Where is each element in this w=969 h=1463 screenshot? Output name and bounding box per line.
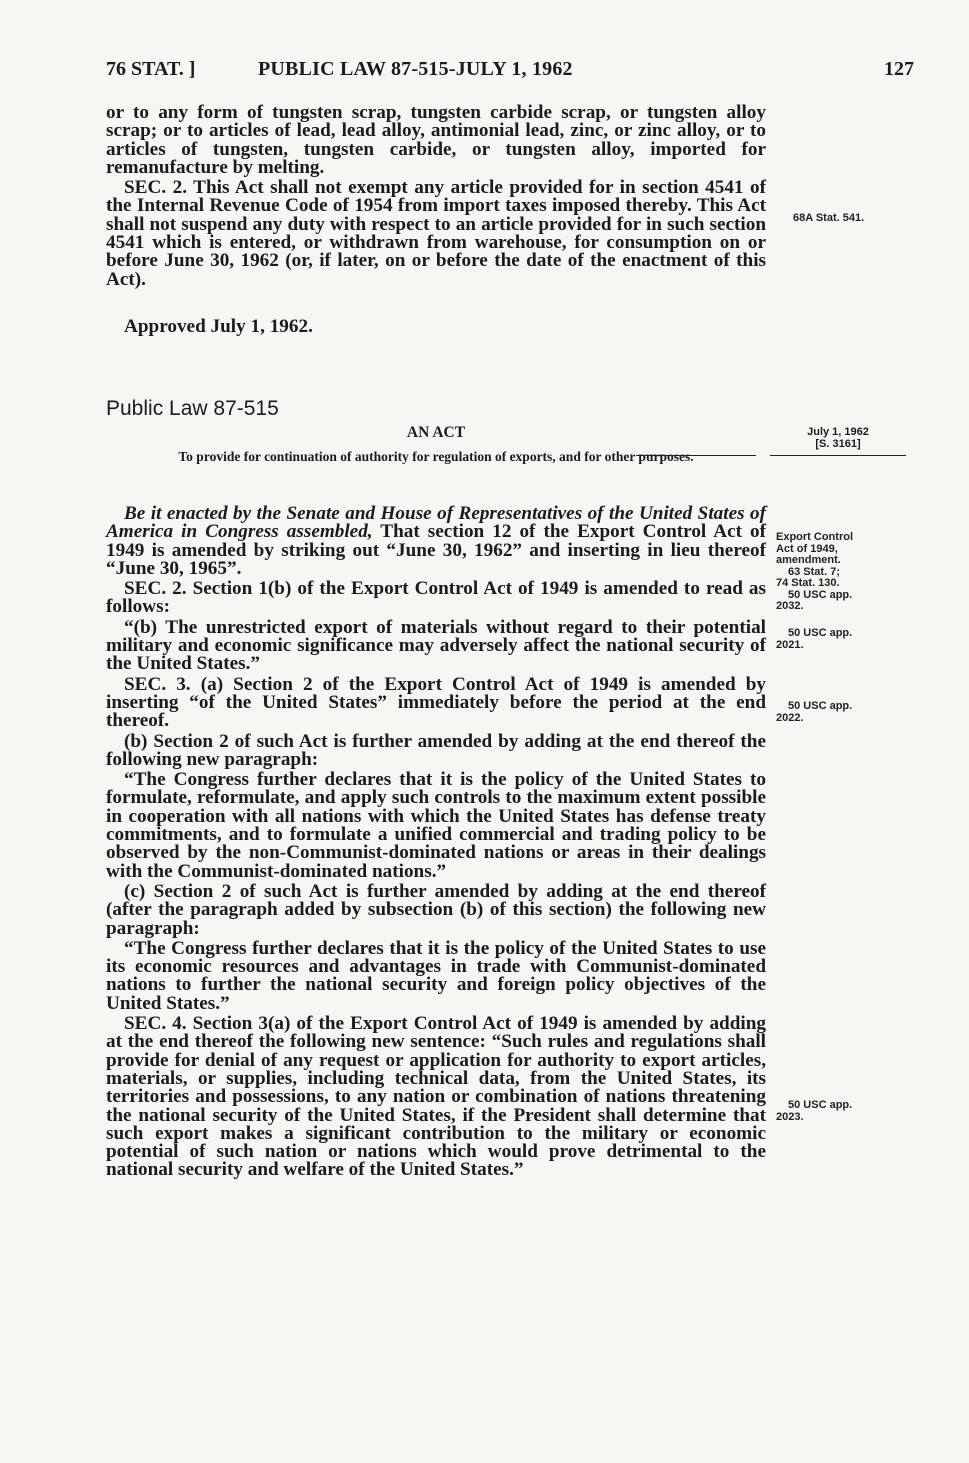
section-paragraph bbox=[106, 505, 766, 578]
act-heading: AN ACT bbox=[406, 424, 466, 441]
law-body bbox=[106, 505, 766, 1182]
margin-note-line: 50 USC app. bbox=[788, 627, 853, 639]
running-head-title: PUBLIC LAW 87-515-JULY 1, 1962 bbox=[258, 58, 573, 80]
subsection-paragraph: (b) Section 2 of such Act is further amended by adding at the end thereof the following new paragraph: bbox=[106, 730, 766, 770]
enacting-clause: Be it enacted by the Senate and House of Representatives of the United States of America in Congress assembled, bbox=[106, 503, 766, 543]
margin-note-line: 50 USC app. bbox=[788, 700, 853, 712]
margin-note-stat-68a: 68A Stat. 541. bbox=[793, 212, 865, 224]
section-text: This Act shall not exempt any article provided for in section 4541 of the Internal Revenue Code of 1954 from import taxes imposed thereby. This Act shall not suspend any duty with respect to an article provided for in such section 4541 which is entered, or withdrawn from warehouse, for consumption on or before June 30, 1962 (or, if later, on or before the date of the enactment of this Act). bbox=[106, 177, 766, 290]
quoted-paragraph: “The Congress further declares that it is the policy of the United States to use its economic resources and advantages in trade with Communist-dominated nations to further the national security and foreign policy objectives of the United States.” bbox=[106, 937, 766, 1014]
margin-note-line: 50 USC app. bbox=[788, 588, 853, 601]
previous-law-text bbox=[106, 104, 766, 291]
margin-note-line: 2022. bbox=[776, 711, 804, 724]
continuation-paragraph: or to any form of tungsten scrap, tungsten carbide scrap, or tungsten alloy scrap; or to articles of lead, lead alloy, antimonial lead, zinc, or zinc alloy, or to articles of tungsten, tungsten carbide, or tungsten alloy, imported for remanufacture by melting. bbox=[106, 102, 766, 178]
margin-note-line: Export Control bbox=[776, 531, 853, 543]
margin-note-line: 50 USC app. bbox=[788, 1099, 853, 1111]
margin-note-line: 2021. bbox=[776, 638, 804, 651]
approved-text: Approved July 1, 1962. bbox=[124, 316, 313, 337]
law-title: Public Law 87-515 bbox=[106, 397, 279, 420]
approval-line bbox=[106, 318, 766, 338]
section-text: Section 3(a) of the Export Control Act of 1949 is amended by adding at the end thereof the following new sentence: “Such rules and regulations shall provide for denial of any request or application for authority to export articles, materials, or supplies, including technical data, from the United States, its territories and possessions, to any nation or combination of nations threatening the national security of the United States, if the President shall determine that such export makes a significant contribution to the military or economic potential of such nation or nations which would prove detrimental to the national security and welfare of the United States.” bbox=[106, 1013, 766, 1181]
margin-note-line: amendment. bbox=[776, 554, 841, 566]
margin-note-line: 63 Stat. 7; bbox=[788, 565, 840, 578]
subsection-paragraph: (c) Section 2 of such Act is further amended by adding at the end thereof (after the paragraph added by subsection (b) of this section) the following new paragraph: bbox=[106, 880, 766, 939]
section-paragraph bbox=[106, 179, 766, 289]
margin-rule bbox=[770, 455, 906, 456]
margin-note-export-control bbox=[776, 532, 853, 613]
bill-number: [S. 3161] bbox=[815, 438, 861, 450]
section-label: SEC. 2. bbox=[124, 177, 188, 199]
section-text: (a) Section 2 of the Export Control Act of 1949 is amended by inserting “of the United States” immediately before the period at the end thereof. bbox=[106, 673, 766, 732]
section-label: SEC. 3. bbox=[124, 673, 191, 695]
margin-note-line: 2023. bbox=[776, 1110, 804, 1123]
quoted-paragraph: “(b) The unrestricted export of materials without regard to their potential military and economic significance may adversely affect the national security of the United States.” bbox=[106, 616, 766, 675]
approval-date: July 1, 1962 bbox=[807, 426, 869, 438]
section-label: SEC. 4. bbox=[124, 1013, 187, 1035]
section-text: Section 1(b) of the Export Control Act of 1949 is amended to read as follows: bbox=[106, 578, 766, 618]
volume-reference: 76 STAT. ] bbox=[106, 58, 196, 80]
margin-note-usc-2021 bbox=[776, 628, 852, 651]
margin-note-line: 74 Stat. 130. bbox=[776, 577, 840, 589]
section-paragraph bbox=[106, 673, 766, 732]
quoted-paragraph: “The Congress further declares that it is the policy of the United States to formulate, reformulate, and apply such controls to the maximum extent possible in cooperation with all nations with which the United States has defense treaty commitments, and to formulate a unified commercial and trading policy to be observed by the non-Communist-dominated nations or areas in their dealings with the Communist-dominated nations.” bbox=[106, 769, 766, 882]
section-paragraph bbox=[106, 580, 766, 617]
page-number: 127 bbox=[884, 58, 914, 80]
margin-note-line: Act of 1949, bbox=[776, 542, 838, 555]
margin-note-date bbox=[770, 426, 906, 450]
margin-note-line: 2032. bbox=[776, 600, 804, 612]
section-paragraph bbox=[106, 1015, 766, 1180]
heading-rule bbox=[636, 455, 756, 456]
running-head bbox=[106, 58, 914, 88]
margin-note-usc-2022 bbox=[776, 701, 852, 724]
section-text: That section 12 of the Export Control Act of 1949 is amended by striking out “June 30, 1962” and inserting in lieu thereof “June 30, 1965”. bbox=[106, 521, 766, 579]
act-purpose: To provide for continuation of authority for regulation of exports, and for other purposes. bbox=[178, 449, 694, 464]
section-label: SEC. 2. bbox=[124, 578, 187, 600]
margin-note-usc-2023 bbox=[776, 1100, 852, 1123]
